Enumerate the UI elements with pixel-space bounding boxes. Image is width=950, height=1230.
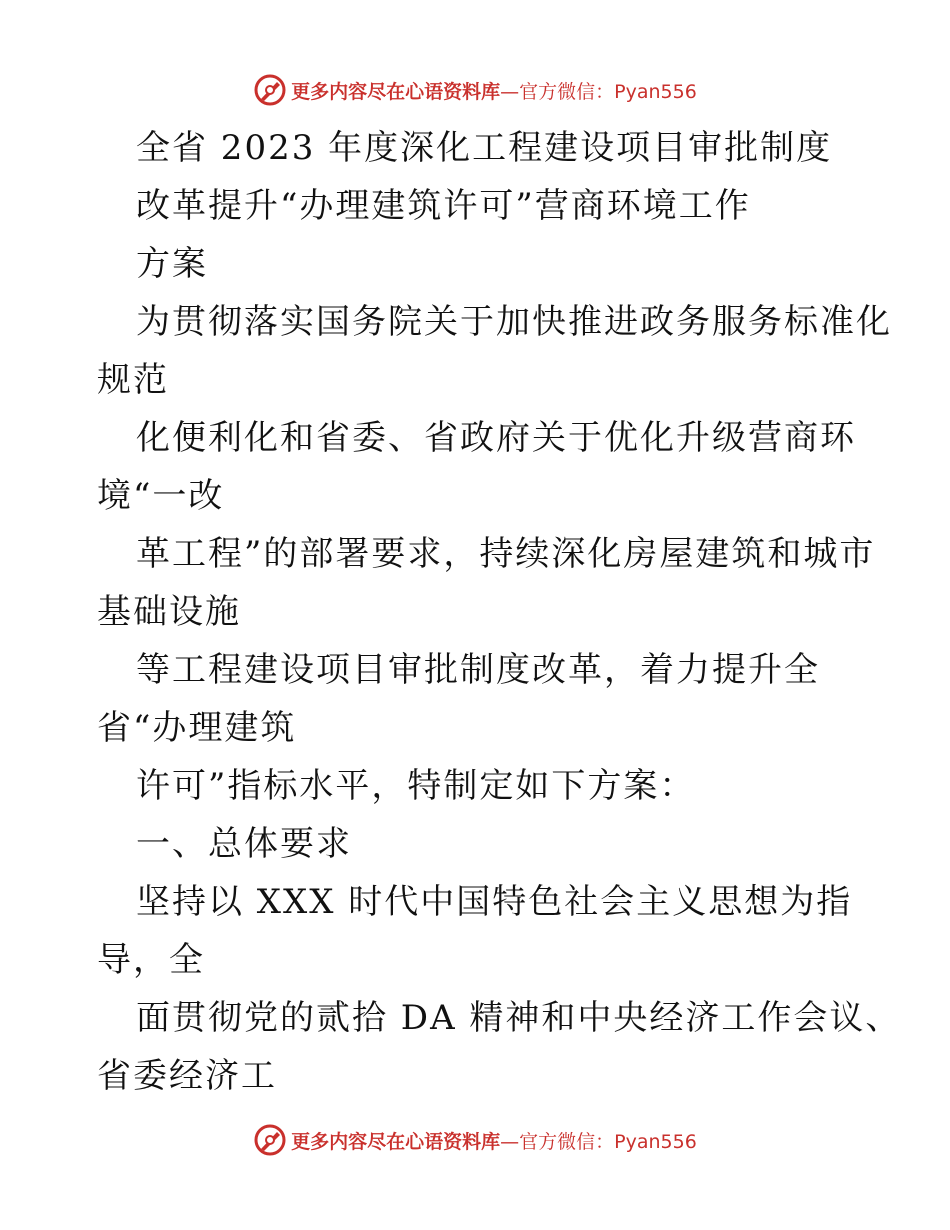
doc-paragraph-line: 面贯彻党的贰拾 DA 精神和中央经济工作会议、 <box>136 998 902 1038</box>
doc-title-line-3: 方案 <box>136 244 208 284</box>
doc-paragraph-line: 为贯彻落实国务院关于加快推进政务服务标准化 <box>136 302 892 342</box>
header-watermark-banner <box>0 70 950 110</box>
watermark-sub-text: —官方微信：Pyan556 <box>500 80 697 103</box>
doc-paragraph-line: 省委经济工 <box>97 1056 277 1096</box>
footer-watermark-banner <box>0 1120 950 1160</box>
doc-paragraph-line: 省“办理建筑 <box>97 708 297 748</box>
watermark-sub-text: —官方微信：Pyan556 <box>500 1130 697 1153</box>
watermark-main-text: 更多内容尽在心语资料库 <box>291 80 501 103</box>
doc-paragraph-line: 规范 <box>97 360 169 400</box>
doc-paragraph-line: 导，全 <box>97 940 205 980</box>
doc-section-heading: 一、总体要求 <box>136 824 352 864</box>
doc-title-line-1: 全省 2023 年度深化工程建设项目审批制度 <box>136 128 833 168</box>
doc-paragraph-line: 许可”指标水平，特制定如下方案： <box>136 766 696 806</box>
quill-seal-icon <box>253 73 287 107</box>
doc-paragraph-line: 境“一改 <box>97 476 225 516</box>
quill-seal-icon <box>253 1123 287 1157</box>
doc-title-line-2: 改革提升“办理建筑许可”营商环境工作 <box>136 186 751 226</box>
doc-paragraph-line: 等工程建设项目审批制度改革，着力提升全 <box>136 650 820 690</box>
watermark-main-text: 更多内容尽在心语资料库 <box>291 1130 501 1153</box>
doc-paragraph-line: 基础设施 <box>97 592 241 632</box>
doc-paragraph-line: 化便利化和省委、省政府关于优化升级营商环 <box>136 418 856 458</box>
doc-paragraph-line: 坚持以 XXX 时代中国特色社会主义思想为指 <box>136 882 853 922</box>
doc-paragraph-line: 革工程”的部署要求，持续深化房屋建筑和城市 <box>136 534 876 574</box>
